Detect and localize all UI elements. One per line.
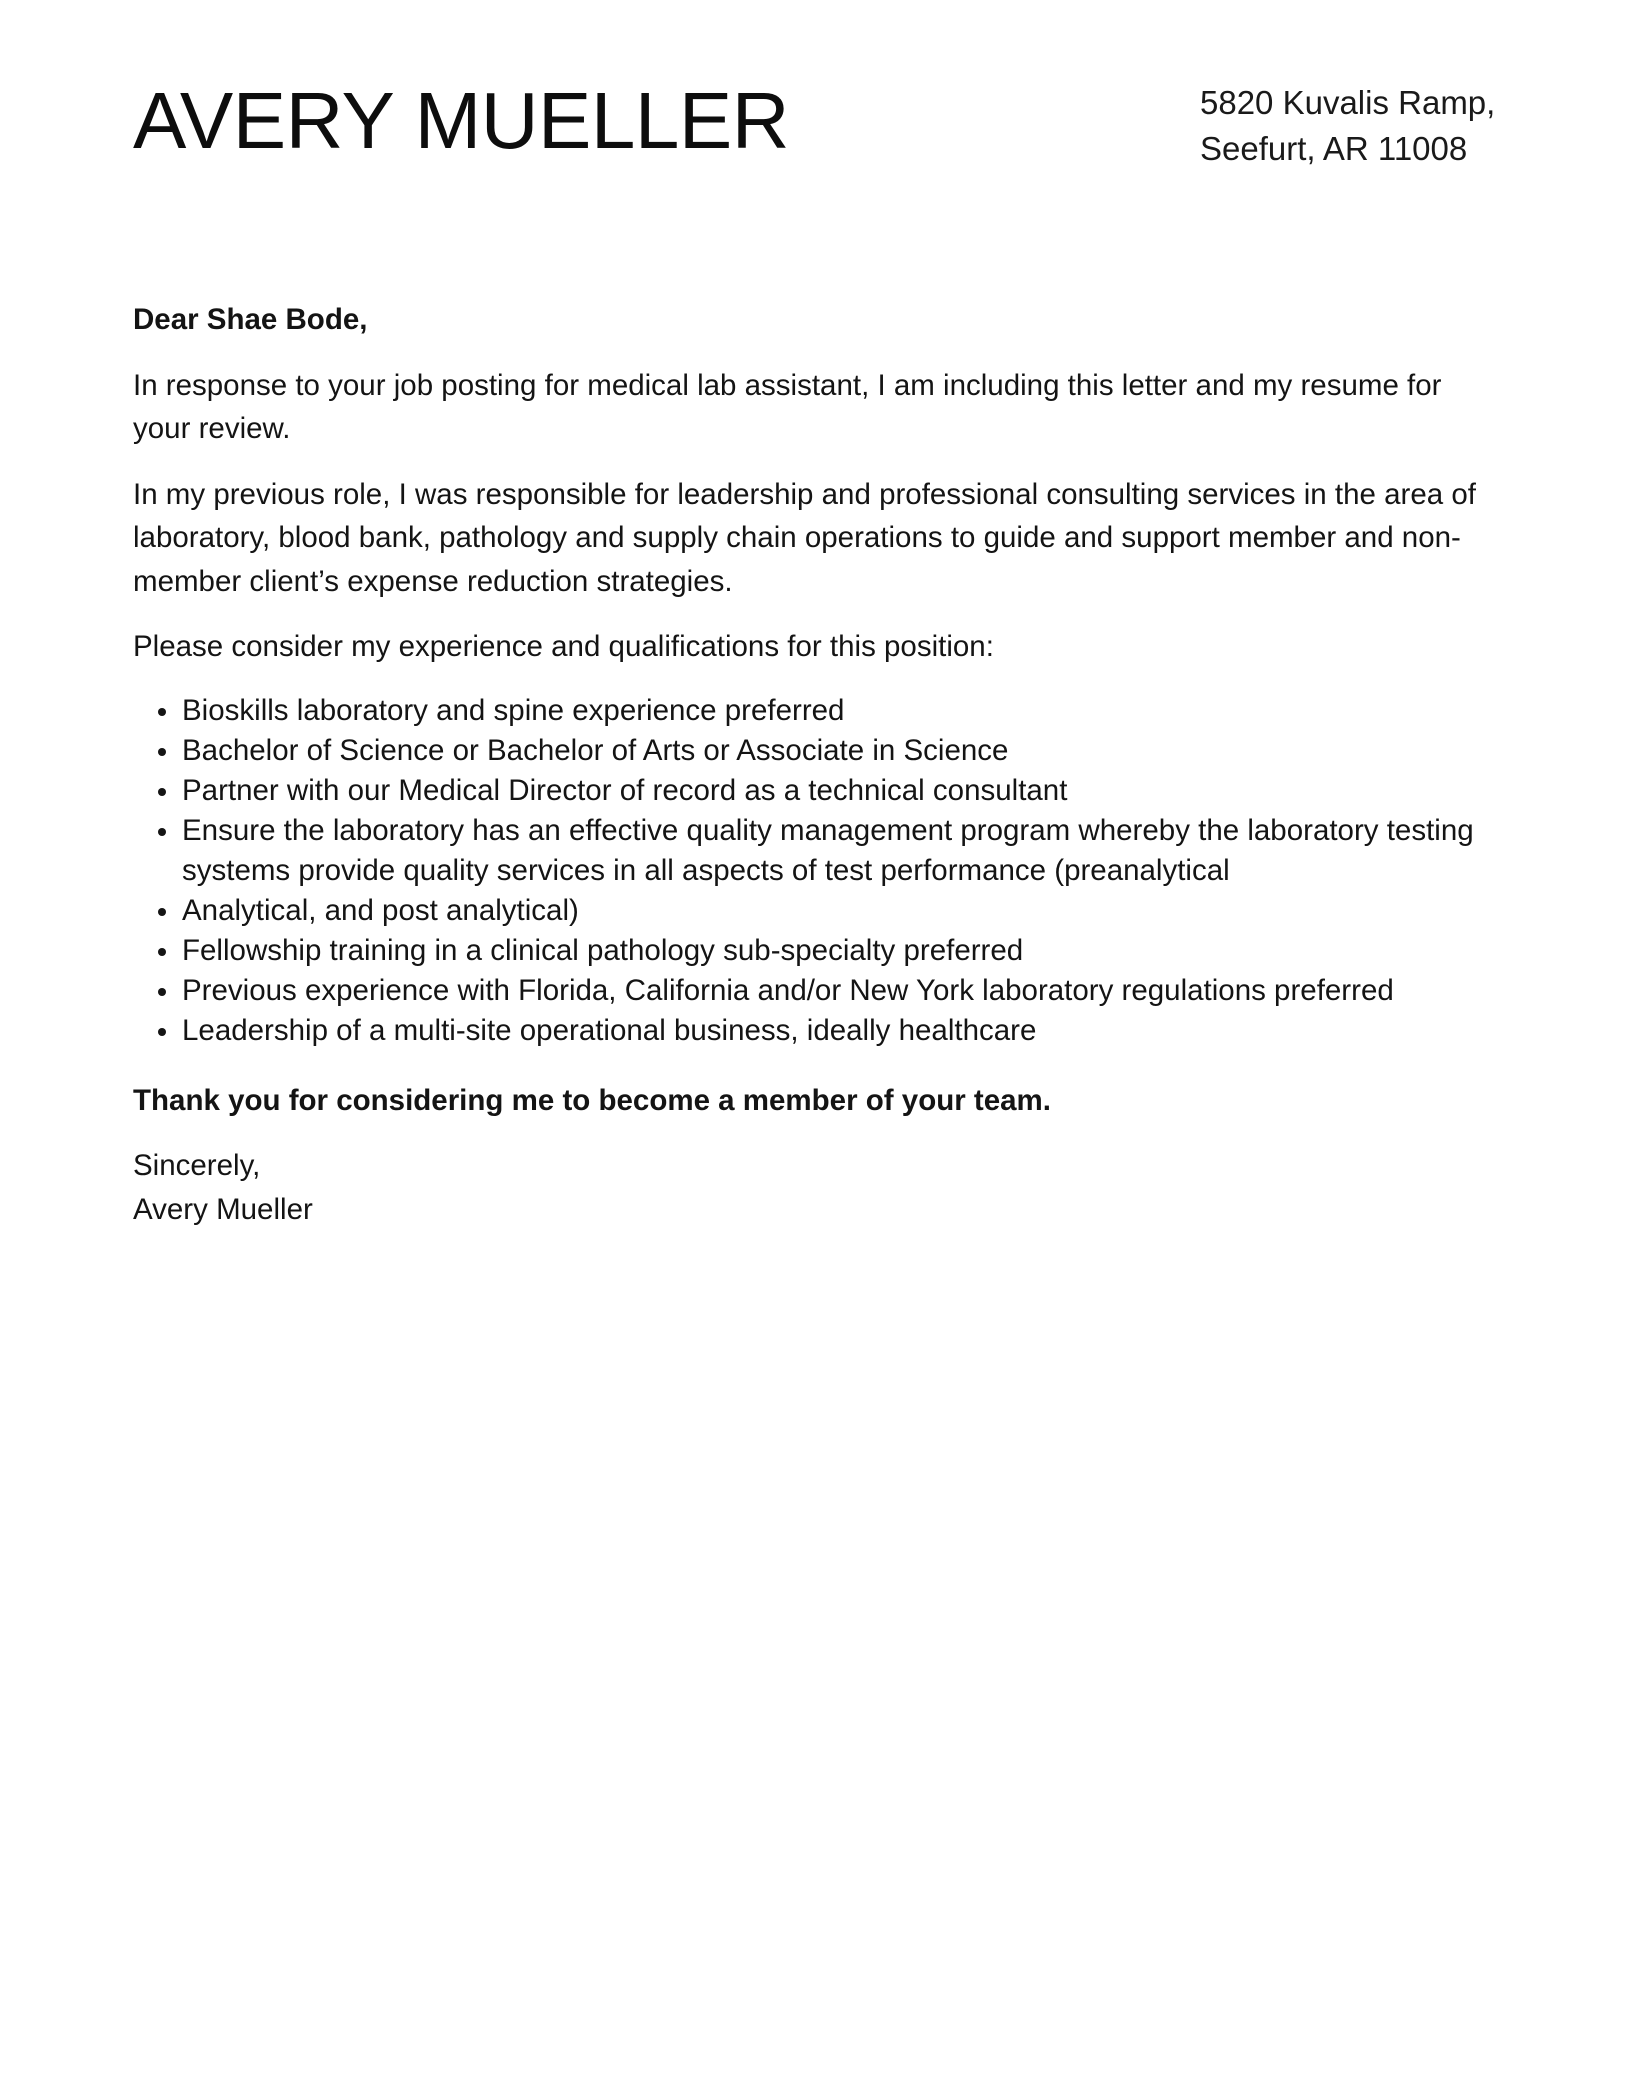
closing-statement: Thank you for considering me to become a member of your team.	[133, 1083, 1051, 1117]
address-line-1: 5820 Kuvalis Ramp,	[1200, 84, 1496, 121]
bullet-icon	[158, 948, 166, 956]
bullet-icon	[158, 908, 166, 916]
list-item	[133, 691, 1503, 731]
bullet-icon	[158, 828, 166, 836]
list-item-text: Bachelor of Science or Bachelor of Arts or Associate in Science	[182, 733, 1009, 767]
applicant-name: AVERY MUELLER	[133, 76, 789, 165]
bullet-icon	[158, 788, 166, 796]
bullet-icon	[158, 708, 166, 716]
bullet-icon	[158, 748, 166, 756]
qualifications-list	[133, 691, 1503, 1051]
intro-paragraph: In response to your job posting for medical lab assistant, I am including this letter and my resume for your review.	[133, 368, 1442, 445]
bullet-icon	[158, 988, 166, 996]
signoff: Sincerely,	[133, 1149, 261, 1182]
applicant-address	[1200, 80, 1560, 172]
list-item	[133, 811, 1503, 891]
list-item-text: Previous experience with Florida, California and/or New York laboratory regulations preferred	[182, 973, 1394, 1007]
list-item-text: Leadership of a multi-site operational business, ideally healthcare	[182, 1013, 1037, 1047]
list-item	[133, 771, 1503, 811]
experience-paragraph: In my previous role, I was responsible for leadership and professional consulting services in the area of laboratory, blood bank, pathology and supply chain operations to guide and support member and non-member client’s expense reduction strategies.	[133, 477, 1476, 598]
list-item	[133, 1011, 1503, 1051]
list-item-text: Partner with our Medical Director of record as a technical consultant	[182, 773, 1068, 807]
list-item	[133, 891, 1503, 931]
list-item	[133, 931, 1503, 971]
salutation: Dear Shae Bode,	[133, 303, 368, 336]
signature-name: Avery Mueller	[133, 1192, 313, 1226]
qualifications-intro: Please consider my experience and qualifications for this position:	[133, 630, 994, 663]
list-item	[133, 731, 1503, 771]
address-line-2: Seefurt, AR 11008	[1200, 130, 1468, 167]
bullet-icon	[158, 1028, 166, 1036]
letter-body	[133, 298, 1503, 1231]
list-item	[133, 971, 1503, 1011]
list-item-text: Ensure the laboratory has an effective quality management program whereby the laboratory testing systems provide quality services in all aspects of test performance (preanalytical	[182, 813, 1474, 887]
list-item-text: Analytical, and post analytical)	[182, 893, 579, 927]
list-item-text: Fellowship training in a clinical pathology sub-specialty preferred	[182, 933, 1024, 967]
list-item-text: Bioskills laboratory and spine experience preferred	[182, 693, 845, 727]
